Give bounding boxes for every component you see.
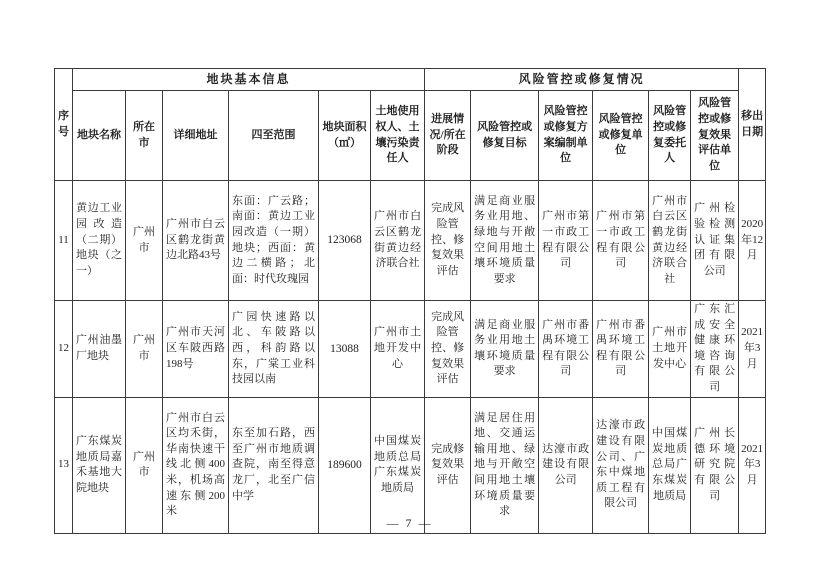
table-row-12	[55, 301, 766, 398]
cell-evaluation-unit: 广州检验检测认证集团有限公司	[691, 181, 739, 301]
cell-plot-area: 13088	[319, 301, 371, 398]
header-removal-date: 移出日期	[739, 69, 766, 181]
cell-remediation-unit: 达濠市政建设有限公司、广东中煤地质工程有限公司	[593, 397, 649, 533]
cell-serial-no: 12	[55, 301, 73, 398]
header-land-owner: 土地使用权人、土壤污染责任人	[371, 91, 425, 181]
cell-city: 广州市	[126, 301, 163, 398]
cell-land-owner: 广州市白云区鹤龙街黄边经济联合社	[371, 181, 425, 301]
cell-removal-date: 2020年12月	[739, 181, 766, 301]
cell-address: 广州市白云区均禾街，华南快速干线北侧400米，机场高速东侧200米	[163, 397, 229, 533]
cell-land-owner: 中国煤炭地质总局广东煤炭地质局	[371, 397, 425, 533]
table-row-13	[55, 397, 766, 533]
header-plot-area: 地块面积（㎡）	[319, 91, 371, 181]
cell-boundary-range: 东至加石路，西至广州市地质调查院，南至得意龙厂，北至广信中学	[229, 397, 319, 533]
cell-land-owner: 广州市土地开发中心	[371, 301, 425, 398]
cell-address: 广州市天河区车陂西路198号	[163, 301, 229, 398]
cell-plan-unit: 达濠市政建设有限公司	[539, 397, 593, 533]
cell-boundary-range: 东面：广云路；南面：黄边工业园改造（一期）地块；西面：黄边二横路；北面：时代玫瑰园	[229, 181, 319, 301]
cell-removal-date: 2021年3月	[739, 301, 766, 398]
header-evaluation-unit: 风险管控或修复效果评估单位	[691, 91, 739, 181]
cell-plan-unit: 广州市第一市政工程有限公司	[539, 181, 593, 301]
header-group-row	[55, 69, 766, 91]
cell-progress-stage: 完成修复效果评估	[425, 397, 471, 533]
header-plot-name: 地块名称	[73, 91, 126, 181]
page-number: — 7 —	[386, 516, 433, 530]
cell-plot-area: 123068	[319, 181, 371, 301]
header-sub-row	[55, 91, 766, 181]
header-progress-stage: 进展情况/所在阶段	[425, 91, 471, 181]
cell-city: 广州市	[126, 181, 163, 301]
table-row-11	[55, 181, 766, 301]
header-client: 风险管控或修复委托人	[649, 91, 691, 181]
cell-client: 广州市白云区鹤龙街黄边经济联合社	[649, 181, 691, 301]
cell-client: 中国煤炭地质总局广东煤炭地质局	[649, 397, 691, 533]
cell-removal-date: 2021年3月	[739, 397, 766, 533]
cell-plot-name: 广东煤炭地质局嘉禾基地大院地块	[73, 397, 126, 533]
header-plan-unit: 风险管控或修复方案编制单位	[539, 91, 593, 181]
header-remediation-target: 风险管控或修复目标	[471, 91, 539, 181]
cell-serial-no: 11	[55, 181, 73, 301]
header-remediation-unit: 风险管控或修复单位	[593, 91, 649, 181]
cell-remediation-target: 满足商业服务业用地土壤环境质量要求	[471, 301, 539, 398]
cell-city: 广州市	[126, 397, 163, 533]
header-address: 详细地址	[163, 91, 229, 181]
cell-evaluation-unit: 广东汇成安全健康环境咨询有限公司	[691, 301, 739, 398]
header-city: 所在市	[126, 91, 163, 181]
cell-remediation-target: 满足居住用地、交通运输用地、绿地与开敞空间用地土壤环境质量要求	[471, 397, 539, 533]
cell-client: 广州市土地开发中心	[649, 301, 691, 398]
cell-plan-unit: 广州市番禺环境工程有限公司	[539, 301, 593, 398]
header-boundary-range: 四至范围	[229, 91, 319, 181]
header-group-risk-status: 风险管控或修复情况	[425, 69, 739, 91]
cell-progress-stage: 完成风险管控、修复效果评估	[425, 301, 471, 398]
header-serial-no: 序号	[55, 69, 73, 181]
cell-remediation-unit: 广州市番禺环境工程有限公司	[593, 301, 649, 398]
parcel-register-table	[54, 68, 766, 534]
cell-address: 广州市白云区鹤龙街黄边北路43号	[163, 181, 229, 301]
cell-evaluation-unit: 广州长德环境研究院有限公司	[691, 397, 739, 533]
cell-serial-no: 13	[55, 397, 73, 533]
cell-plot-name: 黄边工业园改造（二期）地块（之一）	[73, 181, 126, 301]
cell-plot-name: 广州油墨厂地块	[73, 301, 126, 398]
cell-plot-area: 189600	[319, 397, 371, 533]
cell-progress-stage: 完成风险管控、修复效果评估	[425, 181, 471, 301]
cell-remediation-target: 满足商业服务业用地、绿地与开敞空间用地土壤环境质量要求	[471, 181, 539, 301]
header-group-basic-info: 地块基本信息	[73, 69, 425, 91]
cell-remediation-unit: 广州市第一市政工程有限公司	[593, 181, 649, 301]
cell-boundary-range: 广园快速路以北、车陂路以西，科韵路以东，广棠工业科技园以南	[229, 301, 319, 398]
